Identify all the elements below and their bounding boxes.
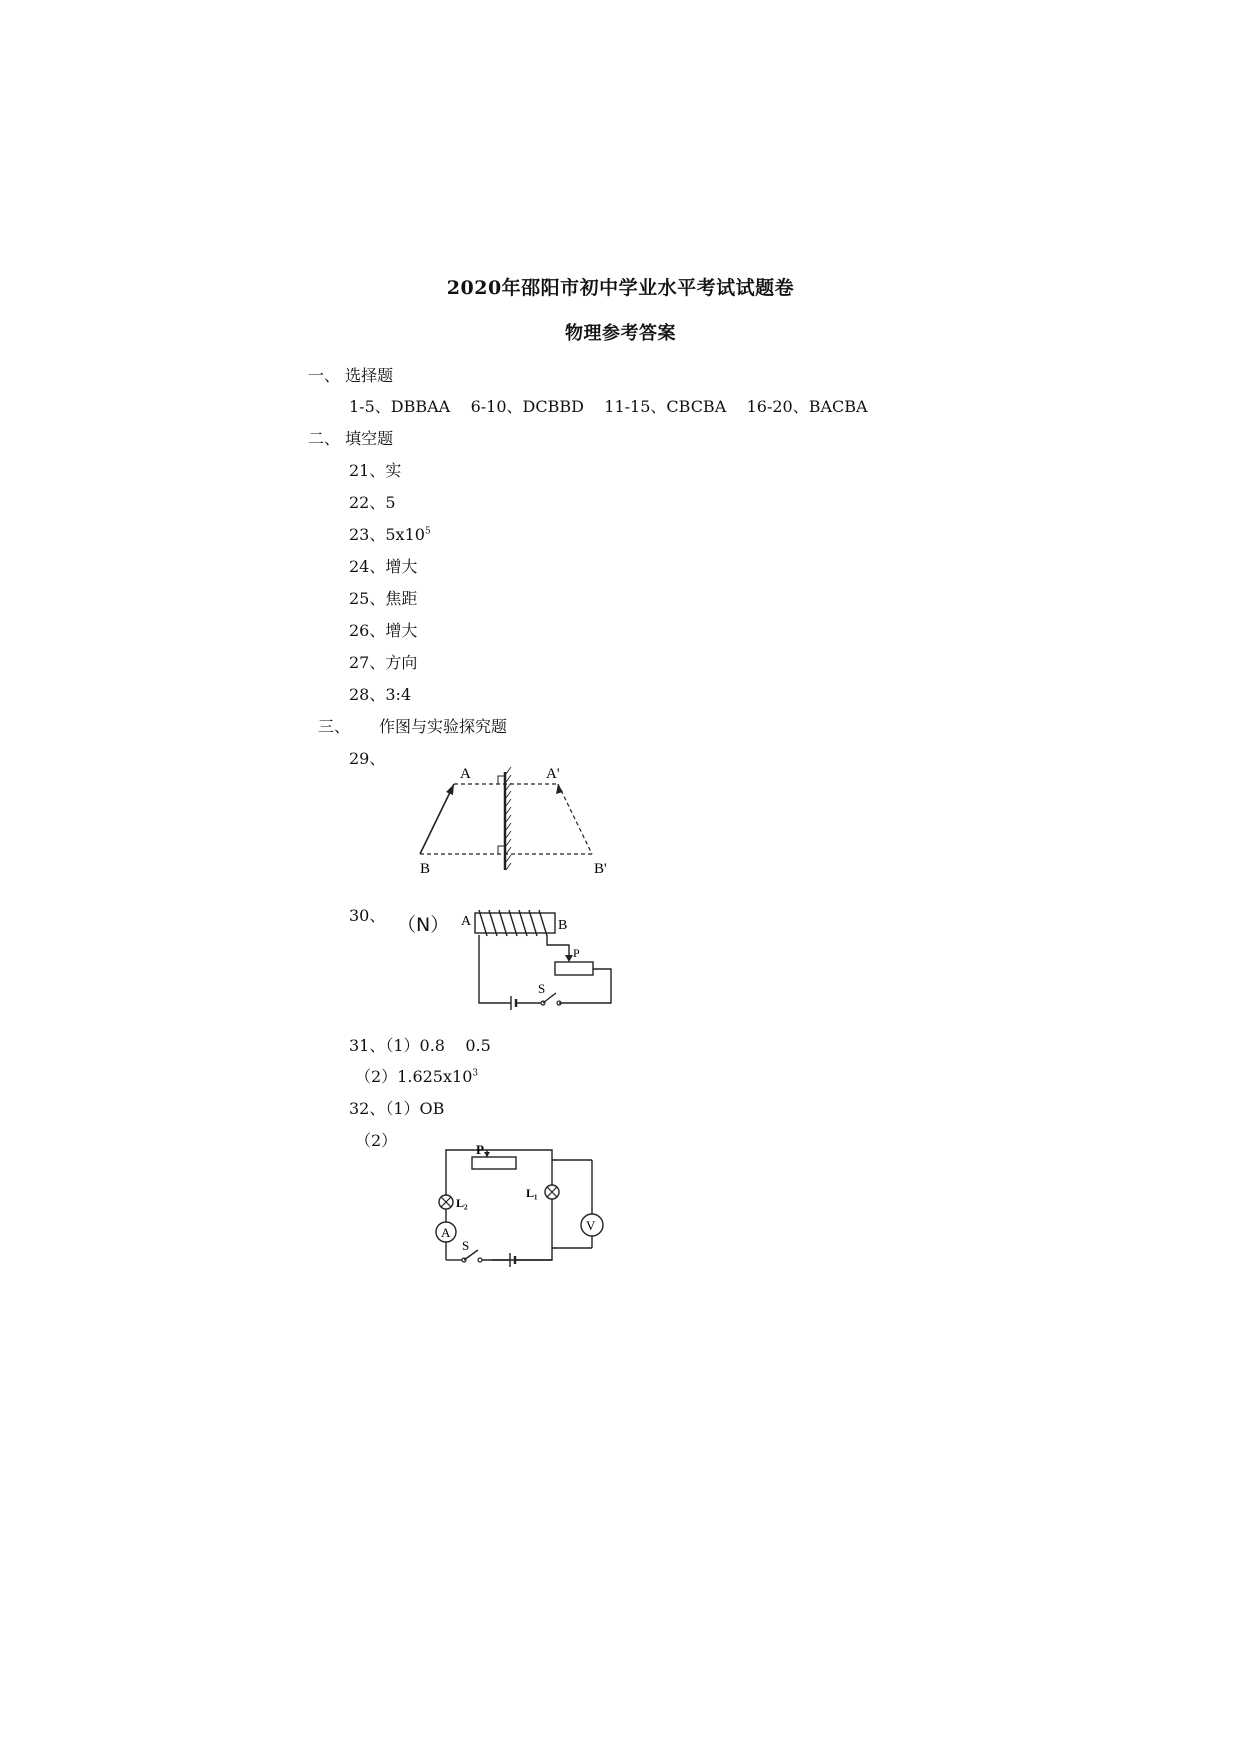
- slider-label-p: P: [476, 1142, 484, 1157]
- electromagnet-circuit-svg: [459, 905, 629, 1017]
- q30-answer-pole: （N）: [397, 914, 450, 936]
- wire-to-slider: [547, 935, 569, 955]
- question-number: 25、: [349, 589, 386, 608]
- fill-answer-26: [349, 618, 417, 641]
- mirror-reflection-svg: [412, 762, 632, 880]
- section-3-heading: 作图与实验探究题: [379, 717, 508, 736]
- ammeter-label: A: [441, 1225, 451, 1240]
- q32-part-2: （2）: [355, 1131, 398, 1150]
- section-3-number: 三、: [318, 717, 351, 736]
- section-1-heading: 一、 选择题: [308, 366, 394, 385]
- wire-left: [479, 935, 511, 1003]
- answer-text: 增大: [385, 557, 418, 576]
- rheostat-slider-arrow: [565, 955, 573, 962]
- rheostat: [555, 962, 593, 975]
- fill-answer-27: [349, 650, 417, 673]
- answer-text: 5: [385, 493, 396, 512]
- answer-text: 3:4: [385, 685, 412, 704]
- answer-text: 实: [385, 461, 402, 480]
- virtual-image-dashed: [558, 784, 592, 854]
- question-number: 22、: [349, 493, 386, 512]
- solenoid-coils: [479, 910, 547, 936]
- label-a-prime: A': [546, 766, 560, 782]
- mirror-reflection-diagram: [412, 762, 632, 880]
- object-arrowhead: [446, 784, 454, 795]
- question-number: 24、: [349, 557, 386, 576]
- bulb-l2-label: L₂: [456, 1196, 468, 1210]
- question-number: 21、: [349, 461, 386, 480]
- question-number: 28、: [349, 685, 386, 704]
- q31-part-1: 31、（1）0.8 0.5: [349, 1036, 491, 1055]
- fill-answer-25: [349, 586, 417, 609]
- fill-answer-22: [349, 490, 396, 513]
- wire-right: [559, 969, 611, 1003]
- bulb-l1-label: L₁: [526, 1186, 538, 1200]
- answer-exponent: 3: [472, 1068, 479, 1079]
- slider-label-p: P: [573, 946, 580, 960]
- answer-text: 增大: [385, 621, 418, 640]
- answer-exponent: 5: [424, 526, 431, 537]
- switch-pivot: [478, 1258, 482, 1262]
- choice-answers: 1-5、DBBAA 6-10、DCBBD 11-15、CBCBA 16-20、BACBA: [349, 397, 868, 416]
- fill-answer-23: [349, 522, 431, 545]
- coil-label-a: A: [461, 914, 472, 929]
- answer-text: （2）1.625x10: [355, 1067, 473, 1086]
- object-arrow: [420, 784, 454, 854]
- series-circuit-diagram: [432, 1140, 612, 1270]
- fill-answer-21: [349, 458, 401, 481]
- q29-number: 29、: [349, 749, 386, 768]
- switch-label-s: S: [462, 1238, 470, 1253]
- answer-text: 焦距: [385, 589, 418, 608]
- label-b: B: [420, 861, 431, 877]
- rheostat: [472, 1157, 516, 1169]
- q32-part-1: 32、（1）OB: [349, 1099, 445, 1118]
- question-number: 27、: [349, 653, 386, 672]
- question-number: 23、: [349, 525, 386, 544]
- document-title: 2020年邵阳市初中学业水平考试试题卷: [446, 277, 795, 299]
- answer-text: 5x10: [385, 525, 425, 544]
- label-a: A: [460, 766, 471, 782]
- fill-answer-24: [349, 554, 417, 577]
- switch-label-s: S: [538, 981, 546, 996]
- fill-answer-28: [349, 682, 411, 705]
- answer-text: 方向: [385, 653, 418, 672]
- q31-part-2: [355, 1064, 478, 1087]
- question-number: 26、: [349, 621, 386, 640]
- q30-number: 30、: [349, 906, 386, 925]
- label-b-prime: B': [594, 861, 607, 877]
- coil-label-b: B: [558, 918, 568, 933]
- voltmeter-label: V: [586, 1218, 596, 1233]
- rheostat-slider-arrow: [484, 1152, 490, 1157]
- section-2-heading: 二、 填空题: [308, 429, 394, 448]
- electromagnet-circuit-diagram: [459, 905, 629, 1017]
- series-circuit-svg: [432, 1140, 612, 1270]
- document-subtitle: 物理参考答案: [565, 323, 676, 344]
